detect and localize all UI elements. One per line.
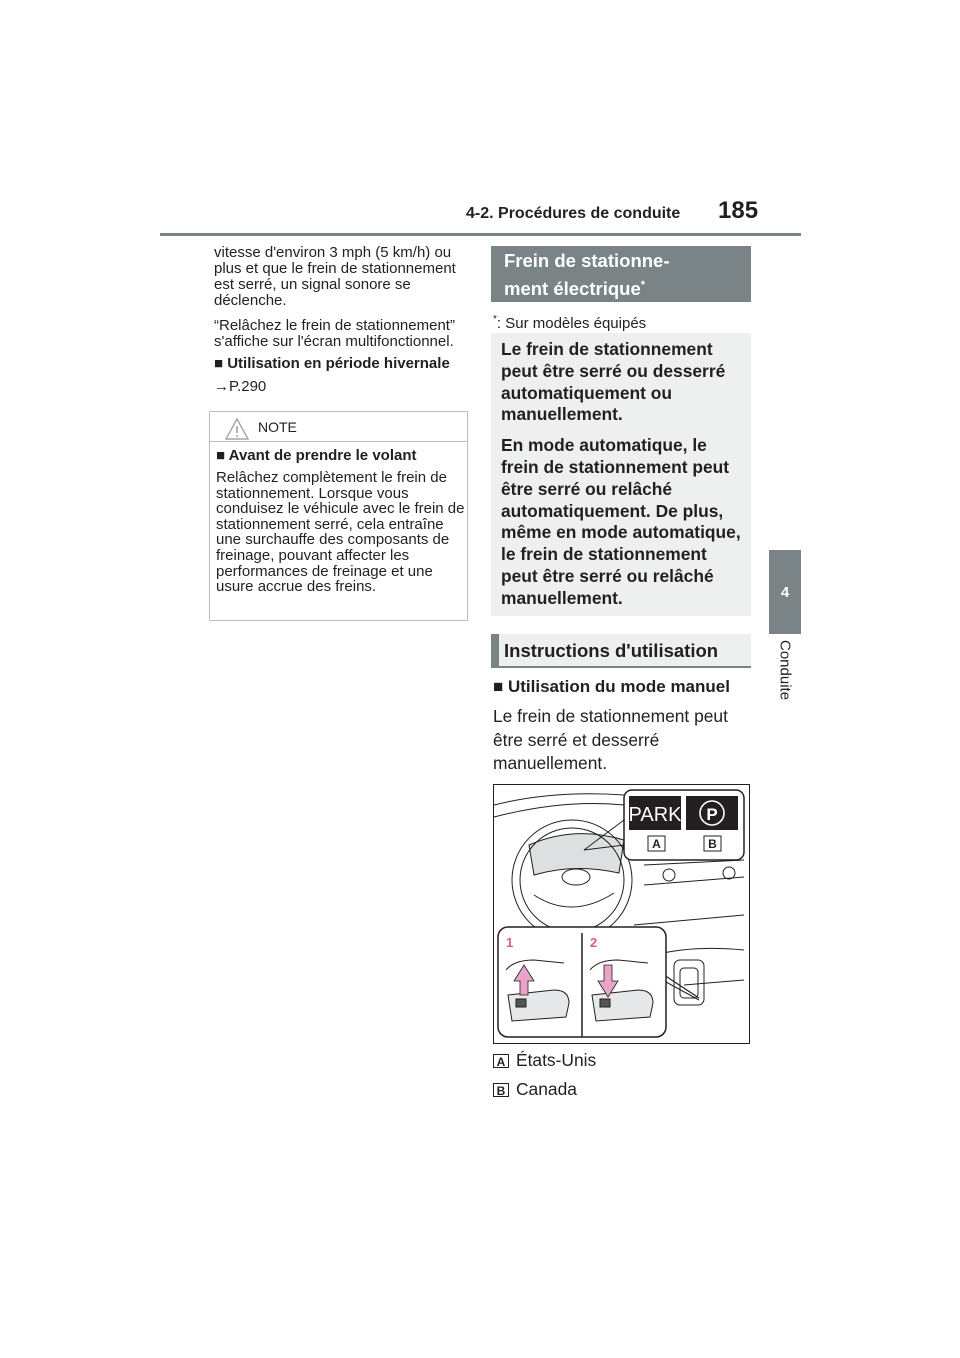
paragraph-release-message: “Relâchez le frein de stationnement” s'affiche sur l'écran multifonctionnel. (214, 317, 455, 350)
summary-text (501, 339, 747, 619)
instructions-title: Instructions d'utilisation (504, 640, 719, 661)
banner-title-star: * (640, 279, 646, 291)
chapter-tab-label-text: Conduite (776, 640, 794, 701)
figure-label-a: A (652, 837, 661, 851)
warning-icon (225, 418, 249, 440)
paragraph-speed-warning: vitesse d'environ 3 mph (5 km/h) ou plus et que le frein de stationnement est serré, un signal sonore se déclenche. (214, 244, 456, 309)
dashboard-drawing (494, 785, 749, 1043)
footnote-star: * (493, 314, 497, 325)
step-1-number: 1 (506, 935, 514, 950)
heading-winter: ■ Utilisation en période hivernale (214, 355, 450, 372)
summary-paragraph-2: En mode automatique, le frein de stationnement peut être serré ou relâché automatiquement. De plus, même en mode automatique, le frein de stationnement peut être serré ou relâché manuellement. (501, 435, 741, 608)
legend-key-b: B (493, 1083, 509, 1097)
chapter-tab-label (769, 640, 801, 740)
page-number: 185 (718, 197, 759, 224)
heading-manual-mode: ■ Utilisation du mode manuel (493, 677, 730, 696)
note-subheading: ■ Avant de prendre le volant (216, 447, 417, 464)
banner-title-line1: Frein de stationne- (504, 250, 670, 271)
legend-key-a: A (493, 1054, 509, 1068)
note-title: NOTE (258, 419, 297, 435)
footnote-text: : Sur modèles équipés (496, 315, 647, 332)
park-label: PARK (628, 804, 682, 826)
section-banner-title (504, 249, 744, 301)
p-label: P (706, 805, 718, 824)
legend-text-b: Canada (516, 1079, 577, 1099)
footnote-equipped (493, 314, 646, 332)
header-rule (160, 233, 801, 236)
step-2-number: 2 (590, 935, 598, 950)
section-title: 4-2. Procédures de conduite (466, 205, 681, 222)
note-body: Relâchez complètement le frein de stationnement. Lorsque vous conduisez le véhicule avec le frein de stationnement serré, cela entraîne une surchauffe des composants de freinage, pouvant affecter les performances de freinage et une usure accrue des freins. (216, 469, 465, 596)
manual-mode-text: Le frein de stationnement peut être serré et desserré manuellement. (493, 706, 728, 773)
page-reference-link[interactable]: →P.290 (214, 378, 267, 395)
parking-brake-illustration (493, 784, 750, 1044)
figure-label-b: B (708, 837, 717, 851)
summary-paragraph-1: Le frein de stationnement peut être serré ou desserré automatiquement ou manuellement. (501, 339, 726, 425)
banner-title-line2: ment électrique (504, 278, 641, 300)
chapter-tab-number: 4 (769, 550, 801, 634)
legend-text-a: États-Unis (516, 1050, 597, 1070)
